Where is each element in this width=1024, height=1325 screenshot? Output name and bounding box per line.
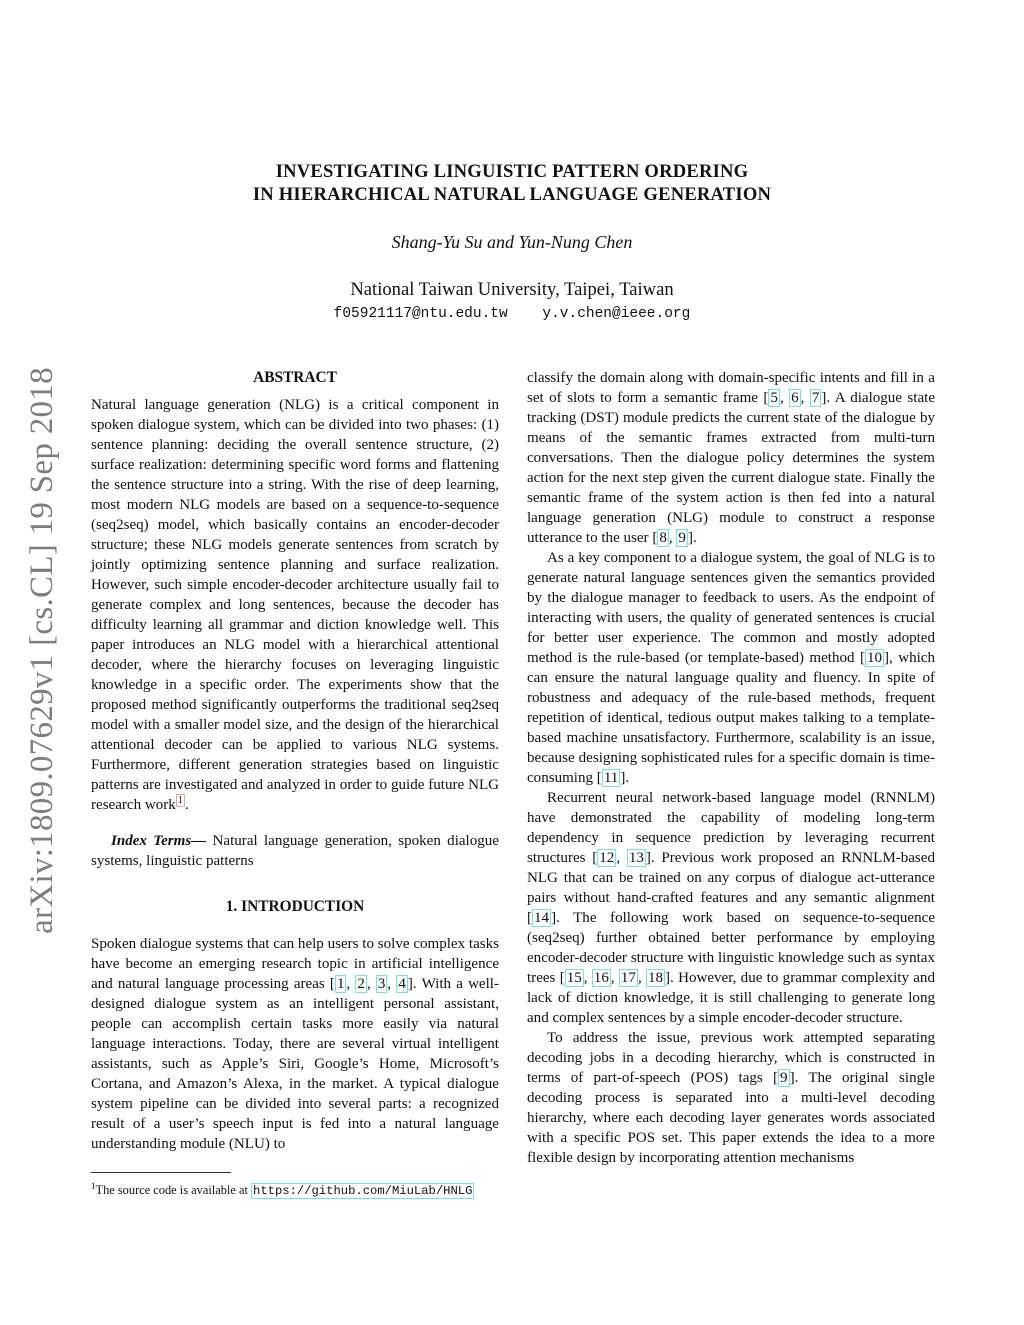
title-line-2: IN HIERARCHICAL NATURAL LANGUAGE GENERATION <box>252 184 772 205</box>
email-2: y.v.chen@ieee.org <box>542 306 691 322</box>
title-line-1: INVESTIGATING LINGUISTIC PATTERN ORDERING <box>275 161 749 182</box>
right-column <box>527 368 935 1168</box>
r4-text-b: ]. The original single decoding process is separated into a multi-level decoding hierarchy, where each decoding layer generates words associated with a specific POS set. This paper extends the idea to a more flexible design by incorporating attention mechanisms <box>527 1070 935 1166</box>
right-paragraph-4 <box>527 1028 935 1168</box>
sep: , <box>366 976 376 992</box>
sep: , <box>346 976 356 992</box>
paper-authors: Shang-Yu Su and Yun-Nung Chen <box>391 232 633 252</box>
r1-text-b: ]. A dialogue state tracking (DST) module predicts the current state of the dialogue by means of the semantic frames extracted from multi-turn conversations. Then the dialogue policy determines the system action for the next step given the current dialogue state. Finally the semantic frame of the system action is then fed into a natural language generation (NLG) module to construct a response utterance to the user [ <box>527 390 935 546</box>
right-paragraph-1 <box>527 368 935 548</box>
citation-16[interactable]: 16 <box>593 970 609 986</box>
abstract-text: Natural language generation (NLG) is a critical component in spoken dialogue system, which can be divided into two phases: (1) sentence planning: deciding the overall sentence structure, (2) surface realization: determining specific word forms and flattening the sentence structure into a string. With the rise of deep learning, most modern NLG models are based on a sequence-to-sequence (seq2seq) model, which basically contains an encoder-decoder structure; these NLG models generate sentences from scratch by jointly optimizing sentence planning and surface realization. However, such simple encoder-decoder architecture usually fail to generate complex and long sentences, because the decoder has difficulty learning all grammar and diction knowledge well. This paper introduces an NLG model with a hierarchical attentional decoder, where the hierarchy focuses on leveraging linguistic knowledge in a specific order. The experiments show that the proposed method significantly outperforms the traditional seq2seq model with a smaller model size, and the design of the hierarchical attentional decoder can be applied to various NLG systems. Furthermore, different generation strategies based on linguistic patterns are investigated and analyzed in order to guide future NLG research work <box>91 397 499 813</box>
r3-text-c: ]. The following work based on sequence-to-sequence (seq2seq) further obtained better performance by employing encoder-decoder structure with linguistic knowledge such as syntax trees [ <box>527 910 935 986</box>
citation-13[interactable]: 13 <box>628 850 644 866</box>
sep: , <box>779 390 790 406</box>
footnote-text: The source code is available at <box>95 1183 252 1198</box>
abstract-end: . <box>184 797 189 813</box>
r2-text-c: ]. <box>620 770 630 786</box>
intro-text-b: ]. With a well-designed dialogue system as an intelligent personal assistant, people can accomplish certain tasks more easily via natural language interactions. Today, there are several virtual intelligent assistants, such as Apple’s Siri, Google’s Home, Microsoft’s Cortana, and Amazon’s Alexa, in the market. A typical dialogue system pipeline can be divided into several parts: a recognized result of a user’s speech input is fed into a natural language understanding module (NLU) to <box>91 976 499 1152</box>
citation-15[interactable]: 15 <box>566 970 582 986</box>
citation-8[interactable]: 8 <box>659 530 667 546</box>
r2-text-b: ], which can ensure the natural language quality and fluency. In spite of robustness and adequacy of the rule-based methods, frequent repetition of identical, tedious output makes talking to a template-based machine unsatisfactory. Furthermore, scalability is an issue, because designing sophisticated rules for a specific domain is time-consuming [ <box>527 650 936 786</box>
r3-text-a: Recurrent neural network-based language model (RNNLM) have demonstrated the capability of modeling long-term dependency in sequence prediction by leveraging recurrent structures [ <box>527 790 935 866</box>
sep: , <box>583 970 592 986</box>
citation-7[interactable]: 7 <box>811 390 820 406</box>
citation-4[interactable]: 4 <box>398 976 406 992</box>
citation-3[interactable]: 3 <box>377 976 386 992</box>
arxiv-side-identifier <box>16 360 68 940</box>
right-paragraph-3 <box>527 788 935 1028</box>
citation-14[interactable]: 14 <box>534 910 550 926</box>
citation-6[interactable]: 6 <box>791 390 799 406</box>
r2-text-a: As a key component to a dialogue system, the goal of NLG is to generate natural language sentences given the semantics provided by the dialogue manager to feedback to users. As the endpoint of interacting with users, the quality of generated sentences is crucial for better user experience. The common and mostly adopted method is the rule-based (or template-based) method [ <box>527 550 935 666</box>
right-paragraph-2 <box>527 548 935 788</box>
footnote-rule <box>91 1172 231 1173</box>
email-1: f05921117@ntu.edu.tw <box>333 306 508 322</box>
footnote <box>91 1178 499 1200</box>
citation-2[interactable]: 2 <box>357 976 365 992</box>
author-emails <box>0 306 1024 322</box>
index-terms-text: Natural language generation, spoken dialogue systems, linguistic patterns <box>91 833 499 869</box>
author-affiliation: National Taiwan University, Taipei, Taiwan <box>350 279 674 300</box>
sep: , <box>387 976 397 992</box>
citation-17[interactable]: 17 <box>620 970 636 986</box>
abstract-heading: ABSTRACT <box>253 369 337 386</box>
sep: , <box>668 530 677 546</box>
index-terms <box>91 831 499 871</box>
footnote-mark: 1 <box>91 1181 96 1191</box>
r3-text-d: ]. However, due to grammar complexity and lack of diction knowledge, it is still challenging to generate long and complex sentences by a simple encoder-decoder structure. <box>527 970 935 1026</box>
sep: , <box>616 850 627 866</box>
arxiv-id-text: arXiv:1809.07629v1 [cs.CL] 19 Sep 2018 <box>23 366 60 934</box>
r4-text-a: To address the issue, previous work attempted separating decoding jobs in a decoding hierarchy, which is constructed in terms of part-of-speech (POS) tags [ <box>527 1030 935 1086</box>
citation-9-repeat[interactable]: 9 <box>780 1070 788 1086</box>
abstract-paragraph <box>91 395 499 815</box>
citation-10[interactable]: 10 <box>866 650 883 666</box>
sep: , <box>610 970 619 986</box>
r3-text-b: ]. Previous work proposed an RNNLM-based NLG that can be trained on any corpus of dialogue act-utterance pairs without hand-crafted features and any semantic alignment [ <box>527 850 935 926</box>
sep: , <box>800 390 810 406</box>
intro-text-a: Spoken dialogue systems that can help users to solve complex tasks have become an emerging research topic in artificial intelligence and natural language processing areas [ <box>91 936 499 992</box>
intro-paragraph-1 <box>91 934 499 1154</box>
citation-12[interactable]: 12 <box>599 850 615 866</box>
citation-18[interactable]: 18 <box>647 970 664 986</box>
citation-11[interactable]: 11 <box>603 770 619 786</box>
introduction-heading: 1. INTRODUCTION <box>225 898 365 915</box>
index-terms-label: Index Terms— <box>111 833 207 849</box>
citation-1[interactable]: 1 <box>336 976 345 992</box>
r1-text-c: ]. <box>687 530 697 546</box>
citation-5[interactable]: 5 <box>770 390 778 406</box>
citation-9[interactable]: 9 <box>678 530 686 546</box>
footnote-reference[interactable]: 1 <box>177 794 183 806</box>
sep: , <box>637 970 646 986</box>
paper-title <box>0 160 1024 206</box>
footnote-url-link[interactable]: https://github.com/MiuLab/HNLG <box>253 1184 473 1199</box>
left-column <box>91 368 499 1154</box>
r1-text-a: classify the domain along with domain-specific intents and fill in a set of slots to form a semantic frame [ <box>527 370 935 406</box>
